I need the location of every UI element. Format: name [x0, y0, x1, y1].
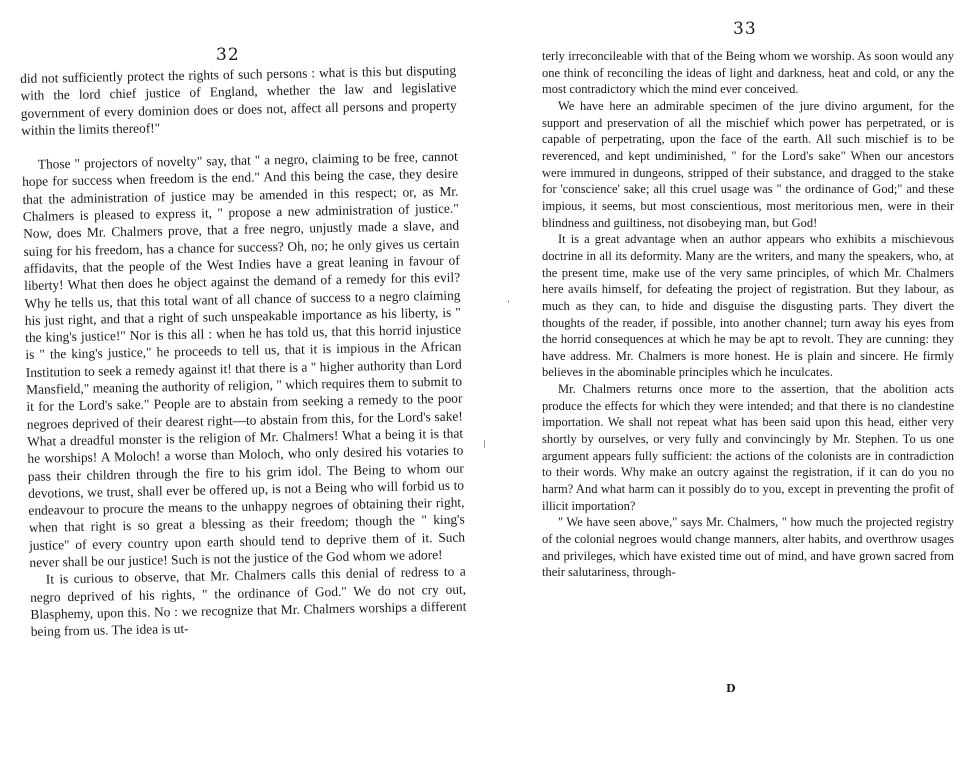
right-page: [490, 0, 980, 759]
page-text: [20, 62, 467, 641]
paragraph: terly irreconcileable with that of the Being whom we worship. As soon would any one think of reconciling the ideas of light and darkness, heat and cold, or any the most contradictory which the mind ever conceived.: [542, 49, 954, 97]
paragraph: " We have seen above," says Mr. Chalmers, " how much the projected registry of the colonial negroes would change manners, alter habits, and overthrow usages and privileges, which have existed time out of mind, and have grown sacred from their salutariness, through-: [542, 515, 954, 580]
page-text: [542, 48, 954, 581]
paragraph: did not sufficiently protect the rights of such persons : what is this but disputing with the lord chief justice of England, whether the law and legislative government of every dominion does or does not, affect all persons and property within the limits thereof!": [20, 62, 457, 138]
paragraph: Those " projectors of novelty" say, that " a negro, claiming to be free, cannot hope for success when freedom is the end." And this being the case, they desire that the administration of justice may be amended in this respect; or, as Mr. Chalmers is pleased to express it, " propose a new administration of justice." Now, does Mr. Chalmers prove, that a free negro, unjustly made a slave, and suing for his freedom, has a chance for success? Oh, no; he only gives us certain affidavits, that the people of the West Indies have a great leaning in favour of liberty! What then does he object against the demand of a remedy for this evil? Why he tells us, that this total want of all chance of success to a negro claiming his just right, and that a right of such unspeakable importance as his liberty, is " the king's justice!" Nor is this all : when he has told us, that this horrid injustice is " the king's justice," he proceeds to tell us, that it is impious in the African Institution to seek a remedy against it! that there is a " higher authority than Lord Mansfield," meaning the authority of religion, " which requires them to submit to it for the Lord's sake." People are to abstain from seeking a remedy to the poor negroes deprived of their dearest right—to abstain from this, for the Lord's sake! What a dreadful monster is the religion of Mr. Chalmers! What a being it is that he worships! A Moloch! a worse than Moloch, who only desired his votaries to pass their children through the fire to his grim idol. The Being to whom our devotions, we trust, shall ever be offered up, is not a Being who will forbid us to endeavour to procure the means to the unhappy negroes of obtaining their right, when that right is so great a blessing as their freedom; though the " king's justice" of every country upon earth should tend to deprive them of it. Such never shall be our justice! Such is not the justice of the God whom we adore!: [22, 148, 466, 570]
ink-speck: [484, 440, 485, 448]
page-number: 32: [216, 45, 240, 65]
page-number: 33: [733, 19, 757, 39]
paragraph: Mr. Chalmers returns once more to the assertion, that the abolition acts produce the effects for which they were intended; and that there is no clandestine importation. We shall not repeat what has been said upon this head, either very shortly by ourselves, or very fully and convincingly by Mr. Stephen. To us one argument appears fully sufficient: the actions of the colonists are in contradiction to their words. Why make an outcry against the registration, if it can do you no harm? And what harm can it possibly do to you, except in preventing the profit of illicit importation?: [542, 382, 954, 513]
paragraph: It is a great advantage when an author appears who exhibits a mischievous doctrine in all its deformity. Many are the writers, and many the speakers, who, at the present time, make use of the very same principles, of which Mr. Chalmers here avails himself, for defeating the project of registration. But they labour, as much as they can, to hide and disguise the disgusting parts. They divert the thoughts of the reader, if possible, into another channel; turn away his eyes from the horrid consequences at which he may be apt to revolt. They are cunning: they have address. Mr. Chalmers is more honest. He is plain and sincere. He firmly believes in the abominable principles which he inculcates.: [542, 232, 954, 380]
signature-mark: D: [726, 682, 737, 695]
paragraph: We have here an admirable specimen of the jure divino argument, for the support and preservation of all the mischief which power has perpetrated, or is capable of perpetrating, upon the face of the earth. All such mischief is to be reverenced, and kept undiminished, " for the Lord's sake" When our ancestors were immured in dungeons, stripped of their substance, and dragged to the stake for 'conscience' sake; all this cruel usage was " the ordinance of God;" and these impious, it seems, but most conscientious, most meritorious men, were in their blindness and guiltiness, not disobeying man, but God!: [542, 98, 954, 230]
ink-speck: [508, 300, 509, 303]
paragraph: It is curious to observe, that Mr. Chalmers calls this denial of redress to a negro deprived of his rights, " the ordinance of God." We do not cry out, Blasphemy, upon this. No : we recognize that Mr. Chalmers worships a different being from us. The idea is ut-: [29, 563, 467, 640]
